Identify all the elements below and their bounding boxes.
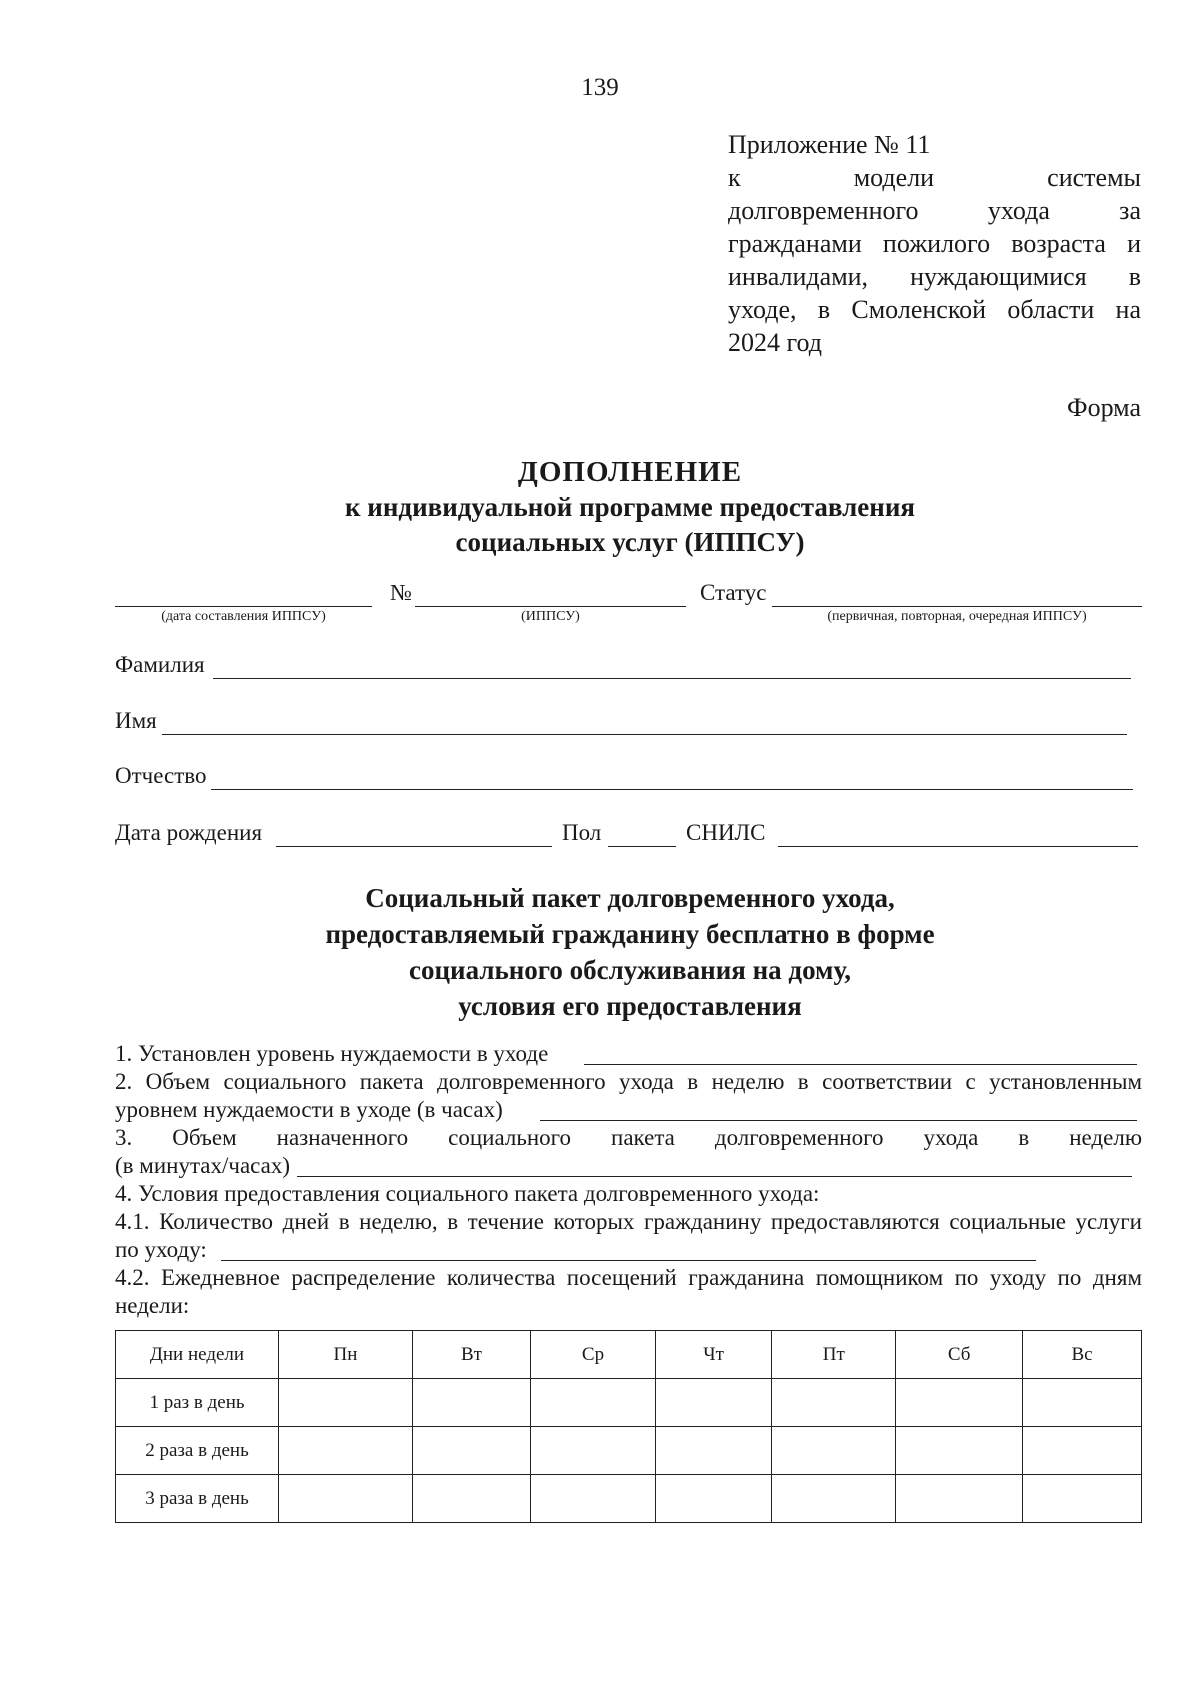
table-header-cell: Вт: [412, 1331, 530, 1379]
appendix-line: уходе, в Смоленской области на: [728, 295, 1141, 324]
document-title-line: к индивидуальной программе предоставления: [345, 492, 915, 522]
appendix-block: [728, 128, 1141, 359]
number-caption: (ИППСУ): [521, 609, 580, 624]
item-text: недели:: [115, 1293, 190, 1318]
appendix-line: 2024 год: [728, 328, 822, 357]
name-fill-line[interactable]: [162, 734, 1127, 735]
row-label: 3 раза в день: [116, 1475, 279, 1523]
item-text: 3. Объем назначенного социального пакета долговременного ухода в неделю: [115, 1125, 1142, 1150]
table-cell[interactable]: [896, 1427, 1023, 1475]
table-cell[interactable]: [412, 1427, 530, 1475]
page-number: 139: [581, 74, 619, 101]
table-cell[interactable]: [412, 1475, 530, 1523]
item-text: 2. Объем социального пакета долговременного ухода в неделю в соответствии с установленным: [115, 1069, 1142, 1094]
table-cell[interactable]: [1023, 1427, 1142, 1475]
table-header-cell: Вс: [1023, 1331, 1142, 1379]
table-header-cell: Сб: [896, 1331, 1023, 1379]
section-title-line: условия его предоставления: [458, 991, 802, 1021]
birth-date-fill-line[interactable]: [276, 846, 552, 847]
table-cell[interactable]: [412, 1379, 530, 1427]
table-cell[interactable]: [279, 1427, 413, 1475]
table-cell[interactable]: [772, 1379, 896, 1427]
section-title-line: Социальный пакет долговременного ухода,: [365, 883, 895, 913]
item-text: уровнем нуждаемости в уходе (в часах): [115, 1097, 503, 1122]
item-conditions: [115, 1180, 1142, 1208]
appendix-line: к модели системы: [728, 163, 1141, 192]
table-cell[interactable]: [279, 1379, 413, 1427]
table-cell[interactable]: [531, 1379, 656, 1427]
number-label: №: [390, 580, 412, 605]
appendix-title: Приложение № 11: [728, 130, 931, 159]
document-title-main: ДОПОЛНЕНИЕ: [517, 456, 743, 488]
days-per-week-fill-line[interactable]: [221, 1260, 1036, 1261]
status-caption: (первичная, повторная, очередная ИППСУ): [827, 609, 1087, 624]
table-cell[interactable]: [655, 1427, 771, 1475]
row-label: 2 раза в день: [116, 1427, 279, 1475]
table-cell[interactable]: [531, 1475, 656, 1523]
table-row: [116, 1475, 1142, 1523]
table-cell[interactable]: [279, 1475, 413, 1523]
appendix-line: гражданами пожилого возраста и: [728, 229, 1141, 258]
sex-fill-line[interactable]: [608, 846, 676, 847]
item-text: (в минутах/часах): [115, 1153, 291, 1178]
table-header-cell: Ср: [531, 1331, 656, 1379]
patronymic-label: Отчество: [115, 763, 207, 788]
table-cell[interactable]: [896, 1475, 1023, 1523]
name-label: Имя: [115, 708, 157, 733]
table-cell[interactable]: [531, 1427, 656, 1475]
status-label: Статус: [700, 580, 767, 605]
visits-schedule-table: [115, 1330, 1142, 1523]
item-package-volume: [115, 1068, 1142, 1124]
document-title: [0, 455, 1200, 560]
table-cell[interactable]: [655, 1475, 771, 1523]
birth-date-label: Дата рождения: [115, 820, 263, 845]
table-header-cell: Пн: [279, 1331, 413, 1379]
table-row: [116, 1427, 1142, 1475]
snils-label: СНИЛС: [686, 820, 766, 845]
surname-fill-line[interactable]: [213, 678, 1131, 679]
table-cell[interactable]: [655, 1379, 771, 1427]
table-header-cell: Пт: [772, 1331, 896, 1379]
item-assigned-volume: [115, 1124, 1142, 1180]
status-fill-line[interactable]: [772, 606, 1142, 607]
item-daily-visits: [115, 1264, 1142, 1320]
table-cell[interactable]: [772, 1427, 896, 1475]
item-text: 1. Установлен уровень нуждаемости в уходе: [115, 1041, 549, 1066]
snils-fill-line[interactable]: [778, 846, 1138, 847]
section-title-line: социального обслуживания на дому,: [408, 955, 851, 985]
assigned-volume-fill-line[interactable]: [297, 1176, 1132, 1177]
item-text: 4.2. Ежедневное распределение количества посещений гражданина помощником по уходу по дням: [115, 1265, 1142, 1290]
surname-label: Фамилия: [115, 652, 205, 677]
table-cell[interactable]: [1023, 1475, 1142, 1523]
document-title-line: социальных услуг (ИППСУ): [455, 527, 805, 557]
appendix-line: долговременного ухода за: [728, 196, 1141, 225]
table-header-cell: Чт: [655, 1331, 771, 1379]
item-text: по уходу:: [115, 1237, 207, 1262]
patronymic-fill-line[interactable]: [211, 789, 1133, 790]
table-cell[interactable]: [896, 1379, 1023, 1427]
table-cell[interactable]: [1023, 1379, 1142, 1427]
table-row: [116, 1379, 1142, 1427]
appendix-line: инвалидами, нуждающимися в: [728, 262, 1141, 291]
item-text: 4. Условия предоставления социального пакета долговременного ухода:: [115, 1181, 820, 1206]
date-caption: (дата составления ИППСУ): [161, 609, 326, 624]
section-title-line: предоставляемый гражданину бесплатно в форме: [325, 919, 935, 949]
table-header-row: [116, 1331, 1142, 1379]
number-fill-line[interactable]: [415, 606, 686, 607]
row-label: 1 раз в день: [116, 1379, 279, 1427]
table-header-cell: Дни недели: [116, 1331, 279, 1379]
table-cell[interactable]: [772, 1475, 896, 1523]
sex-label: Пол: [562, 820, 602, 845]
item-text: 4.1. Количество дней в неделю, в течение которых гражданину предоставляются социальные услуги: [115, 1209, 1142, 1234]
date-fill-line[interactable]: [115, 606, 372, 607]
package-volume-fill-line[interactable]: [540, 1120, 1137, 1121]
section-title: [0, 880, 1200, 1024]
item-days-per-week: [115, 1208, 1142, 1264]
need-level-fill-line[interactable]: [584, 1064, 1137, 1065]
form-label: Форма: [1067, 393, 1141, 422]
